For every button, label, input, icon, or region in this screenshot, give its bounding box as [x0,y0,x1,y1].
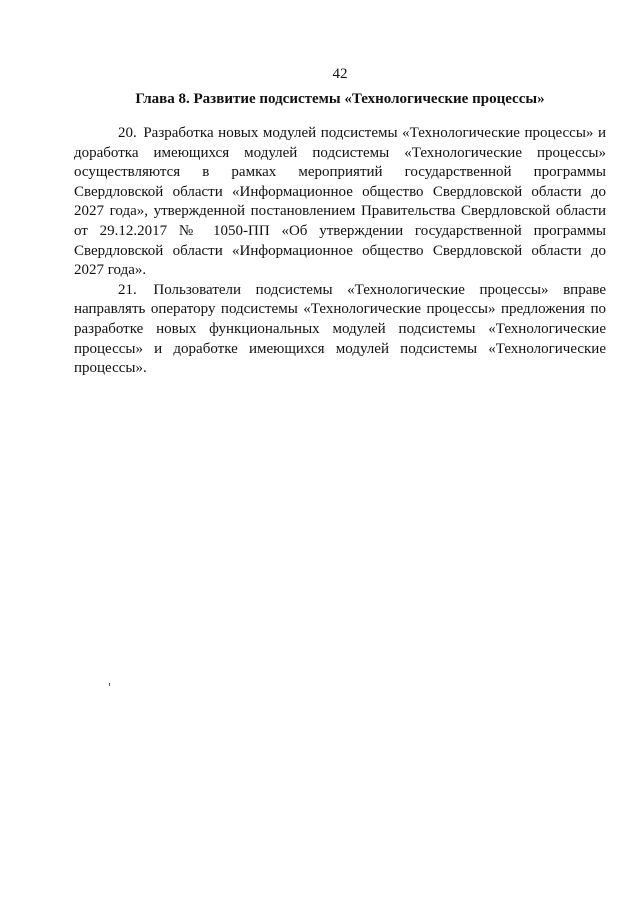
paragraph-number: 20. [118,125,137,141]
document-body [74,124,606,379]
paragraph-text: Разработка новых модулей подсистемы «Технологические процессы» и доработка имеющихся модулей подсистемы «Технологические процессы» осуществляются в рамках мероприятий государственной программы Свердловской области «Информационное общество Свердловской области до 2027 года», утвержденной постановлением Правительства Свердловской области от 29.12.2017 № 1050-ПП «Об утверждении государственной программы Свердловской области «Информационное общество Свердловской области до 2027 года». [74,125,607,279]
page-number: 42 [332,66,348,82]
scan-artifact [109,683,110,686]
paragraph-text: Пользователи подсистемы «Технологические процессы» вправе направлять оператору подсистемы «Технологические процессы» предложения по разработке новых функциональных модулей подсистемы «Технологические процессы» и доработке имеющихся модулей подсистемы «Технологические процессы». [74,281,607,377]
paragraph-21 [74,281,606,379]
paragraph-20 [74,124,606,281]
chapter-title: Глава 8. Развитие подсистемы «Технологические процессы» [135,91,545,107]
paragraph-number: 21. [118,281,137,298]
